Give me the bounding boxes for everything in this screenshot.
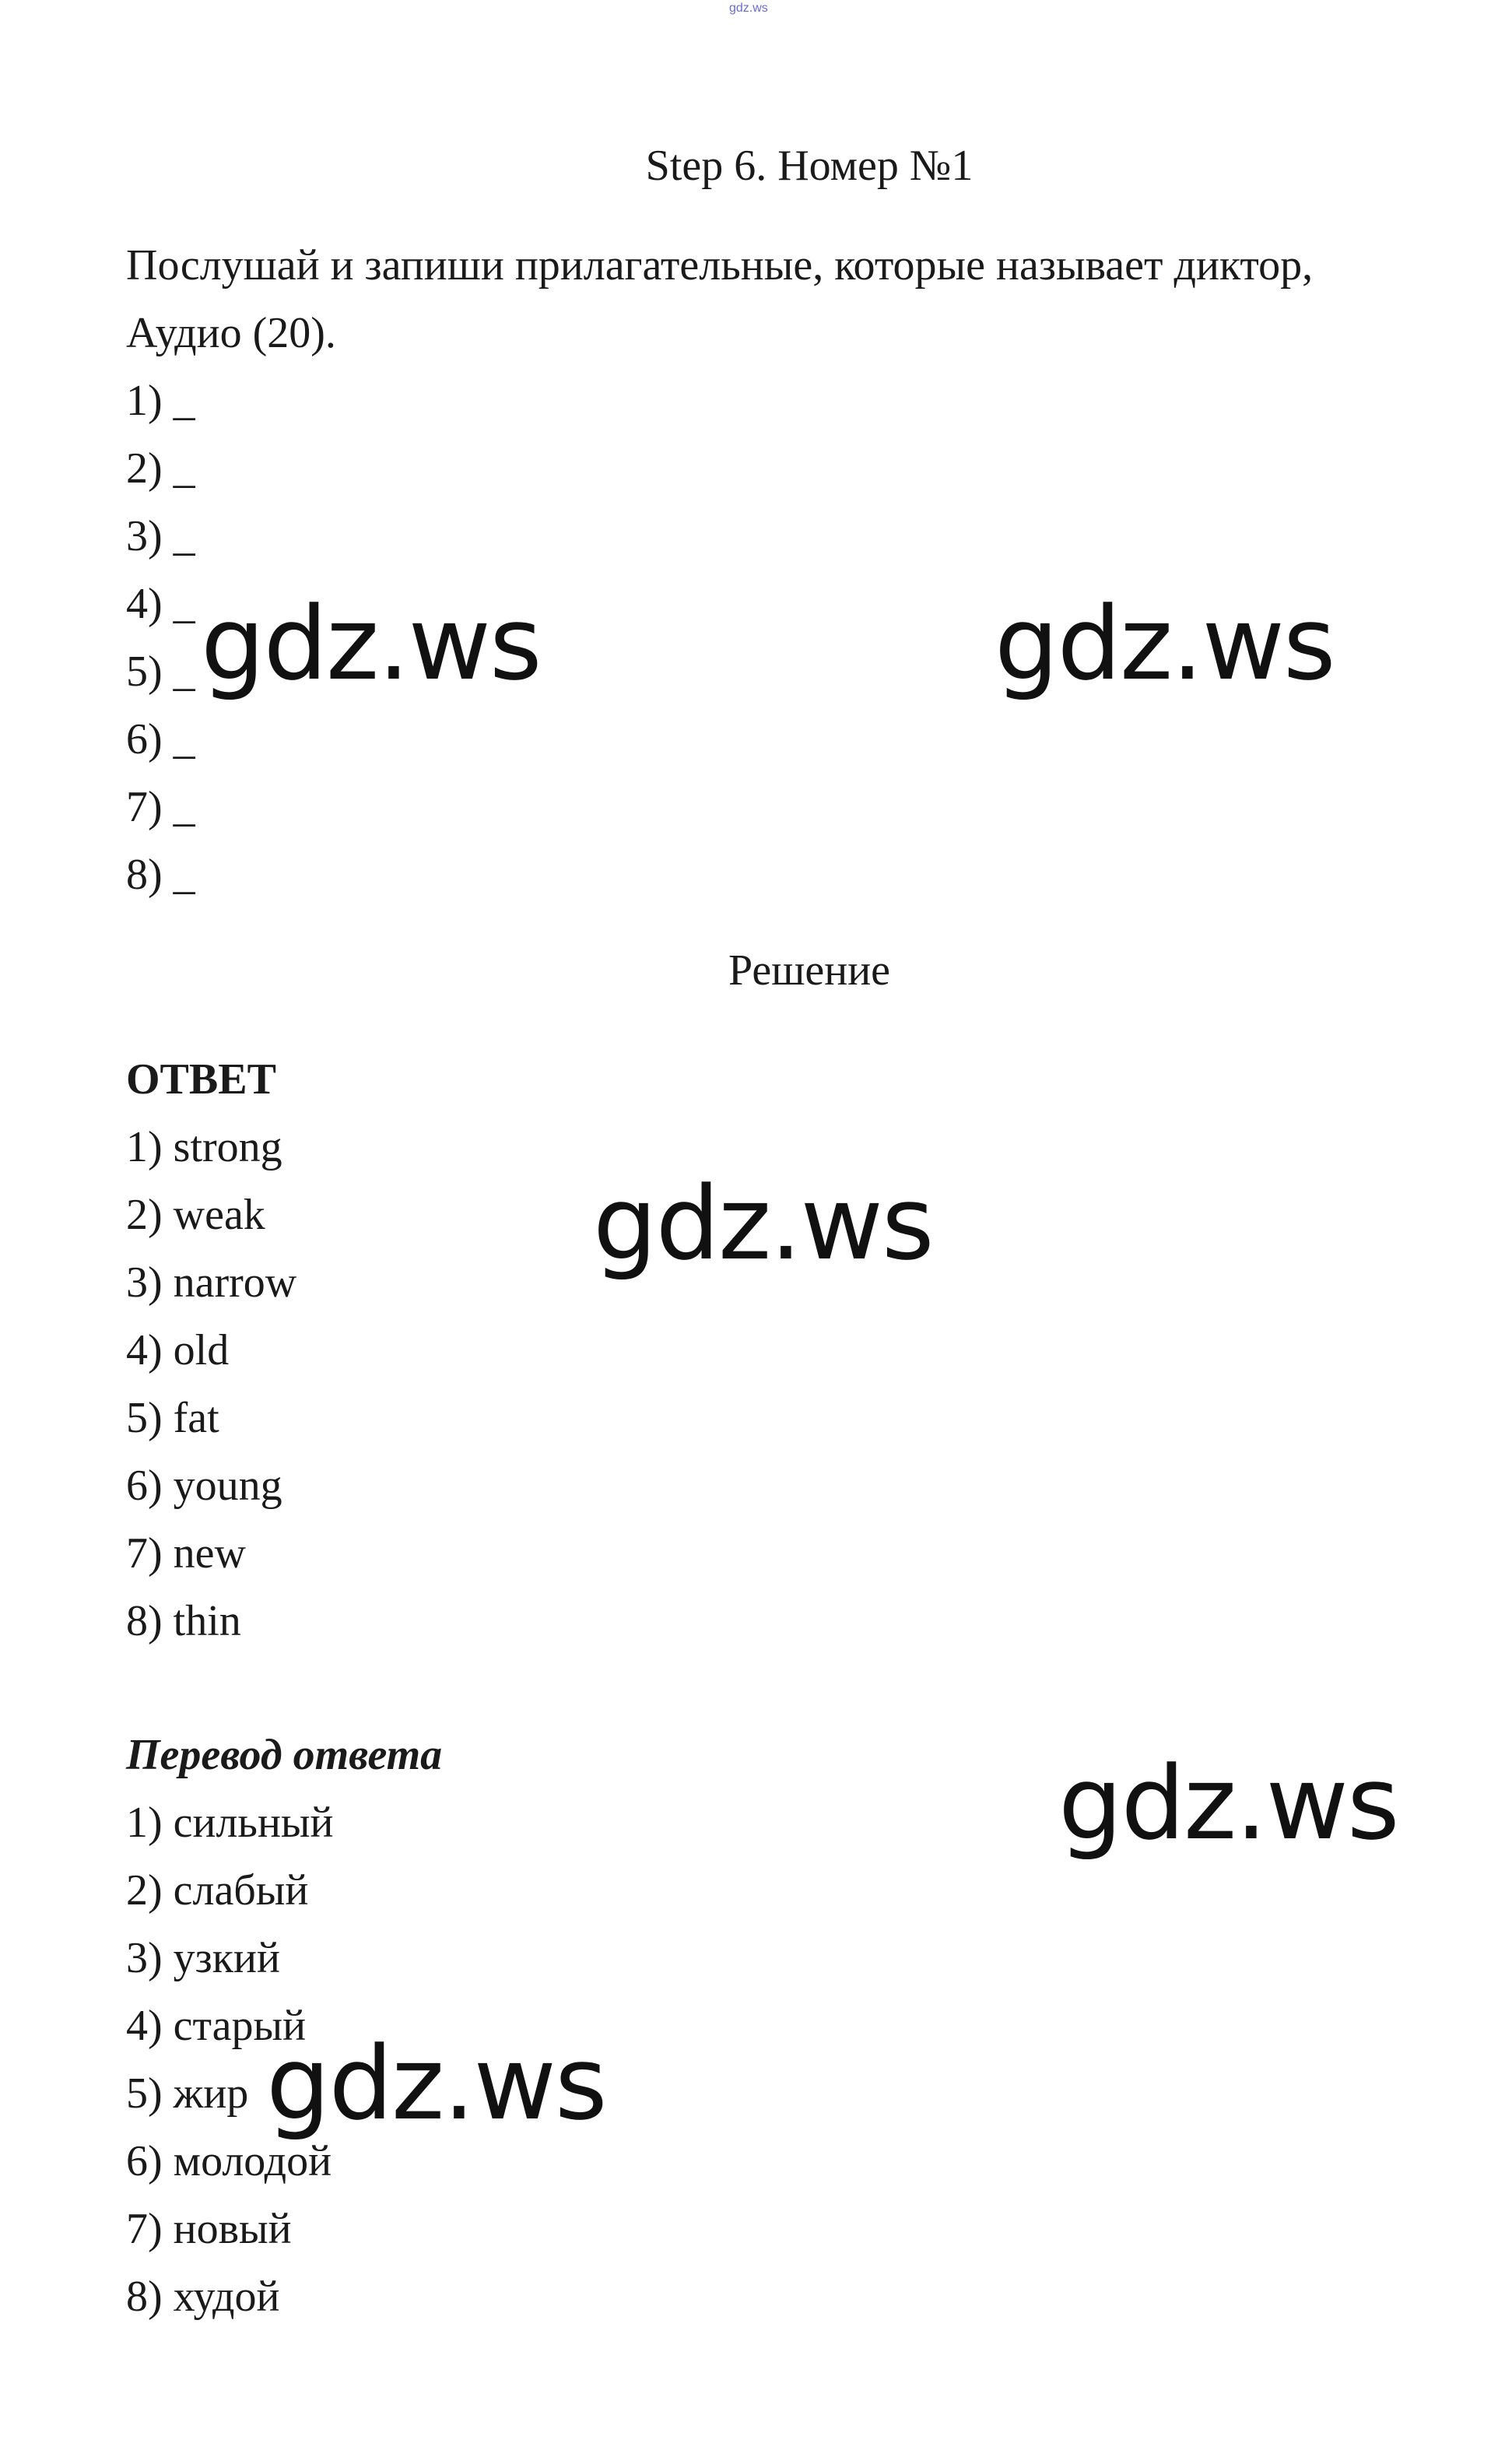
instruction-text [126,232,1313,367]
solution-heading: Решение [728,946,891,995]
translation-item: 3) узкий [126,1934,280,1982]
blank-item: 5) _ [126,648,195,696]
translation-item: 6) молодой [126,2137,332,2185]
blank-list [126,367,195,909]
translation-item: 8) худой [126,2273,280,2321]
answer-item: 7) new [126,1529,246,1578]
answer-item: 4) old [126,1326,230,1374]
translation-item: 4) старый [126,2002,307,2050]
translation-item: 2) слабый [126,1866,309,1915]
blank-item: 2) _ [126,444,195,493]
answer-item: 8) thin [126,1597,241,1645]
instruction-line: Аудио (20). [126,309,336,357]
header-watermark: gdz.ws [729,2,768,15]
answer-item: 5) fat [126,1394,219,1442]
translation-item: 1) сильный [126,1799,334,1847]
answer-item: 3) narrow [126,1258,297,1307]
translation-item: 5) жир [126,2069,249,2118]
answer-item: 2) weak [126,1191,265,1239]
blank-item: 8) _ [126,851,195,899]
answer-item: 6) young [126,1462,282,1510]
blank-item: 3) _ [126,512,195,560]
blank-item: 1) _ [126,377,195,425]
watermark: gdz.ws [266,2024,606,2143]
blank-item: 4) _ [126,580,195,628]
translation-item: 7) новый [126,2205,292,2253]
watermark: gdz.ws [593,1164,933,1283]
answer-heading: ОТВЕТ [126,1055,276,1104]
answer-item: 1) strong [126,1123,282,1171]
watermark: gdz.ws [1058,1744,1398,1862]
answer-section [126,1046,296,1655]
watermark: gdz.ws [201,584,541,703]
watermark: gdz.ws [995,584,1335,703]
instruction-line: Послушай и запиши прилагательные, которые называет диктор, [126,241,1314,290]
translation-heading: Перевод ответа [126,1731,443,1779]
page-title: Step 6. Номер №1 [645,142,974,190]
blank-item: 6) _ [126,715,195,763]
blank-item: 7) _ [126,783,195,831]
